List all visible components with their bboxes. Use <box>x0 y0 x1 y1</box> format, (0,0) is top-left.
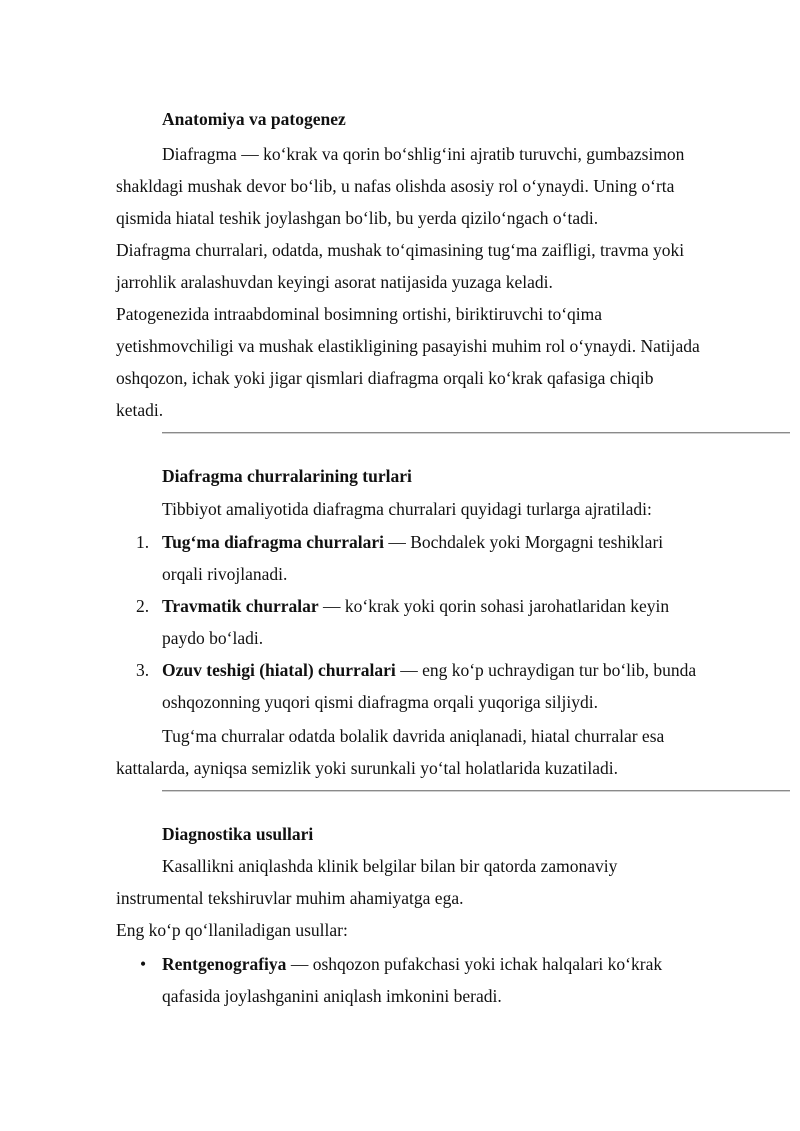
list-item-line: oshqozonning yuqori qismi diafragma orqali yuqoriga siljiydi. <box>162 692 598 712</box>
paragraph-line: Tugʻma churralar odatda bolalik davrida aniqlanadi, hiatal churralar esa <box>162 726 665 746</box>
paragraph-line: Patogenezida intraabdominal bosimning ortishi, biriktiruvchi toʻqima <box>116 304 603 324</box>
list-item-line <box>162 530 663 554</box>
list-item-text: — Bochdalek yoki Morgagni teshiklari <box>383 532 664 552</box>
section-divider <box>162 432 790 433</box>
list-item-term: Travmatik churralar <box>162 596 319 616</box>
paragraph-line: Eng koʻp qoʻllaniladigan usullar: <box>116 920 348 940</box>
list-item-text: — eng koʻp uchraydigan tur boʻlib, bunda <box>395 660 697 680</box>
list-item-term: Rentgenografiya <box>162 954 287 974</box>
paragraph-line: yetishmovchiligi va mushak elastikligining pasayishi muhim rol oʻynaydi. Natijada <box>116 336 700 356</box>
list-item-text: — oshqozon pufakchasi yoki ichak halqalari koʻkrak <box>286 954 663 974</box>
list-item-term: Ozuv teshigi (hiatal) churralari <box>162 660 396 680</box>
list-item-line: qafasida joylashganini aniqlash imkonini beradi. <box>162 986 502 1006</box>
paragraph-line: Tibbiyot amaliyotida diafragma churralari quyidagi turlarga ajratiladi: <box>162 499 652 519</box>
paragraph-line: qismida hiatal teshik joylashgan boʻlib, bu yerda qiziloʻngach oʻtadi. <box>116 208 599 228</box>
paragraph-line: kattalarda, ayniqsa semizlik yoki surunkali yoʻtal holatlarida kuzatiladi. <box>116 758 618 778</box>
section-divider <box>162 790 790 791</box>
paragraph-line: jarrohlik aralashuvdan keyingi asorat natijasida yuzaga keladi. <box>116 272 553 292</box>
list-number: 1. <box>136 532 150 552</box>
paragraph-line: oshqozon, ichak yoki jigar qismlari diafragma orqali koʻkrak qafasiga chiqib <box>116 368 654 388</box>
list-item-text: — koʻkrak yoki qorin sohasi jarohatlaridan keyin <box>318 596 670 616</box>
list-item-line <box>162 594 669 618</box>
list-item-line: paydo boʻladi. <box>162 628 264 648</box>
paragraph-line: shakldagi mushak devor boʻlib, u nafas olishda asosiy rol oʻynaydi. Uning oʻrta <box>116 176 675 196</box>
section-heading-diagnostics: Diagnostika usullari <box>162 824 314 844</box>
paragraph-line: Kasallikni aniqlashda klinik belgilar bilan bir qatorda zamonaviy <box>162 856 618 876</box>
list-item-line <box>162 952 662 976</box>
list-item-term: Tugʻma diafragma churralari <box>162 532 384 552</box>
list-number: 3. <box>136 660 150 680</box>
paragraph-line: Diafragma churralari, odatda, mushak toʻqimasining tugʻma zaifligi, travma yoki <box>116 240 685 260</box>
paragraph-line: Diafragma — koʻkrak va qorin boʻshligʻini ajratib turuvchi, gumbazsimon <box>162 144 685 164</box>
list-item-line: orqali rivojlanadi. <box>162 564 288 584</box>
paragraph-line: instrumental tekshiruvlar muhim ahamiyatga ega. <box>116 888 464 908</box>
section-heading-anatomy: Anatomiya va patogenez <box>162 109 346 129</box>
paragraph-line: ketadi. <box>116 400 164 420</box>
list-item-line <box>162 658 696 682</box>
section-heading-types: Diafragma churralarining turlari <box>162 466 412 486</box>
bullet-icon: • <box>140 954 147 974</box>
list-number: 2. <box>136 596 150 616</box>
